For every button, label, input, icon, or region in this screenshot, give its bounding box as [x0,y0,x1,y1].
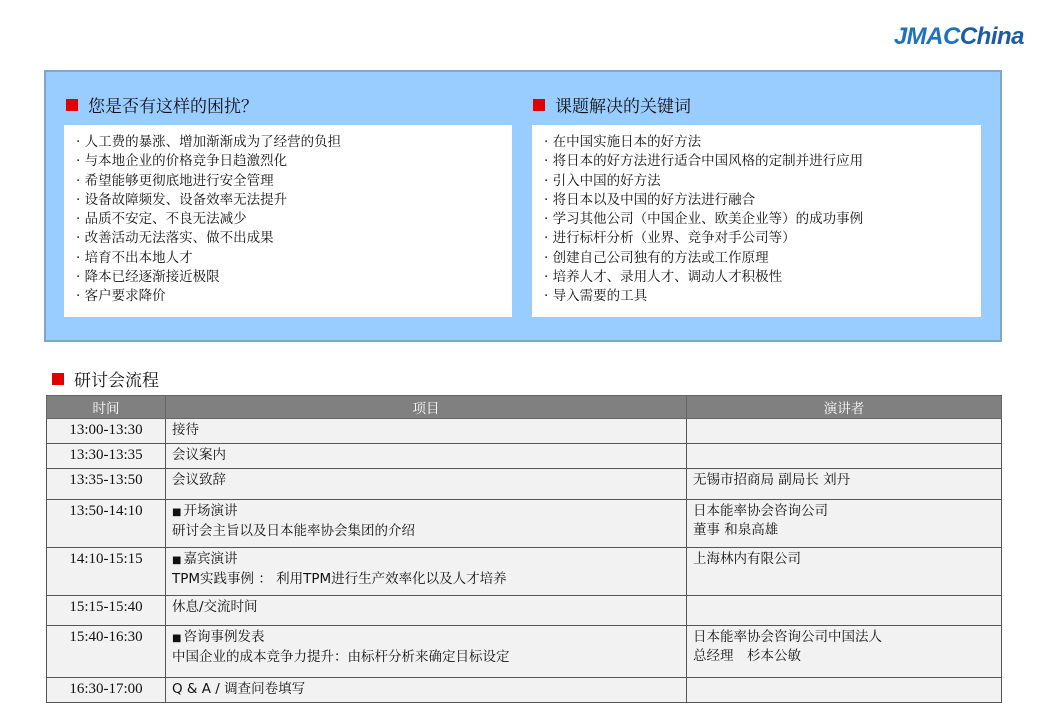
item-title [172,680,680,699]
problems-heading [66,92,258,117]
item-title [172,628,680,648]
list-item: · 客户要求降价 [76,288,166,305]
time-cell: 13:50-14:10 [47,500,166,548]
keywords-list [532,125,981,317]
item-detail: TPM实践事例 ： 利用TPM进行生产效率化以及人才培养 [172,571,507,587]
time-cell: 15:40-16:30 [47,626,166,678]
speaker-line: 董事 和泉高雄 [693,522,779,538]
list-item: · 将日本的好方法进行适合中国风格的定制并进行应用 [544,153,864,170]
table-row [47,548,1002,596]
list-item: · 创建自己公司独有的方法或工作原理 [544,249,769,266]
item-title [172,550,680,570]
item-cell [166,678,687,703]
item-cell [166,469,687,500]
keywords-heading [533,92,691,117]
schedule-header-row [47,396,1002,419]
speaker-line: 上海林内有限公司 [693,551,801,567]
item-cell [166,596,687,626]
item-title [172,471,680,490]
table-row [47,626,1002,678]
speaker-cell [687,444,1002,469]
list-item: · 希望能够更彻底地进行安全管理 [76,172,274,189]
speaker-cell [687,419,1002,444]
schedule-table [46,395,1002,703]
item-title-text: 休息/交流时间 [172,599,258,615]
time-cell: 16:30-17:00 [47,678,166,703]
list-item: · 进行标杆分析（业界、竞争对手公司等） [544,230,796,247]
list-item: · 与本地企业的价格竞争日趋激烈化 [76,153,288,170]
list-item: · 改善活动无法落实、做不出成果 [76,230,274,247]
item-cell [166,419,687,444]
item-cell [166,626,687,678]
speaker-cell [687,548,1002,596]
item-title-text: 会议致辞 [172,472,226,488]
red-square-icon [533,99,545,111]
table-row [47,678,1002,703]
item-title-text: 开场演讲 [183,503,238,519]
list-item: · 培养人才、录用人才、调动人才积极性 [544,269,783,286]
column-header-speaker: 演讲者 [687,396,1002,419]
logo-china-text: China [959,23,1024,50]
table-row [47,596,1002,626]
speaker-line: 日本能率协会咨询公司 [693,503,828,519]
item-title-text: Q & A / 调查问卷填写 [172,681,306,697]
red-square-icon [66,99,78,111]
table-row [47,419,1002,444]
item-title-text: 嘉宾演讲 [183,551,238,567]
speaker-cell [687,596,1002,626]
column-header-time: 时间 [47,396,166,419]
time-cell: 15:15-15:40 [47,596,166,626]
table-row [47,469,1002,500]
item-title-text: 接待 [172,422,199,438]
bullet-square-icon: ■ [172,555,182,566]
list-item: · 降本已经逐渐接近极限 [76,269,220,286]
list-item: · 学习其他公司（中国企业、欧美企业等）的成功事例 [544,211,864,228]
logo-jmac-text: JMAC [893,23,960,50]
list-item: · 导入需要的工具 [544,288,648,305]
bullet-square-icon: ■ [172,507,182,518]
schedule-heading-text: 研讨会流程 [74,371,159,391]
keywords-heading-text: 课题解决的关键词 [555,97,691,117]
time-cell: 13:35-13:50 [47,469,166,500]
schedule-heading [52,366,159,391]
list-item: · 将日本以及中国的好方法进行融合 [544,191,756,208]
jmac-china-logo [894,18,1024,52]
list-item: · 设备故障频发、设备效率无法提升 [76,191,288,208]
item-cell [166,548,687,596]
list-item: · 人工费的暴涨、增加渐渐成为了经营的负担 [76,134,342,150]
item-title [172,502,680,522]
item-detail: 中国企业的成本竞争力提升：由标杆分析来确定目标设定 [172,649,510,665]
problems-heading-text: 您是否有这样的困扰？ [88,97,258,117]
speaker-cell [687,500,1002,548]
speaker-cell [687,626,1002,678]
item-detail: 研讨会主旨以及日本能率协会集团的介绍 [172,523,415,539]
problems-list [64,125,512,317]
list-item: · 品质不安定、不良无法减少 [76,211,247,228]
bullet-square-icon: ■ [172,633,182,644]
item-cell [166,500,687,548]
table-row [47,500,1002,548]
item-title [172,446,680,465]
list-item: · 引入中国的好方法 [544,172,661,189]
speaker-cell [687,678,1002,703]
item-title-text: 会议案内 [172,447,226,463]
table-row [47,444,1002,469]
item-title [172,598,680,617]
speaker-line: 无锡市招商局 副局长 刘丹 [693,472,851,488]
item-title [172,421,680,440]
time-cell: 13:00-13:30 [47,419,166,444]
speaker-line: 日本能率协会咨询公司中国法人 [693,629,882,645]
time-cell: 13:30-13:35 [47,444,166,469]
list-item: · 培育不出本地人才 [76,249,193,266]
speaker-cell [687,469,1002,500]
intro-panel [44,70,1002,342]
item-title-text: 咨询事例发表 [183,629,265,645]
item-cell [166,444,687,469]
red-square-icon [52,373,64,385]
list-item: · 在中国实施日本的好方法 [544,134,702,150]
time-cell: 14:10-15:15 [47,548,166,596]
column-header-item: 项目 [166,396,687,419]
speaker-line: 总经理 杉本公敏 [693,648,801,664]
